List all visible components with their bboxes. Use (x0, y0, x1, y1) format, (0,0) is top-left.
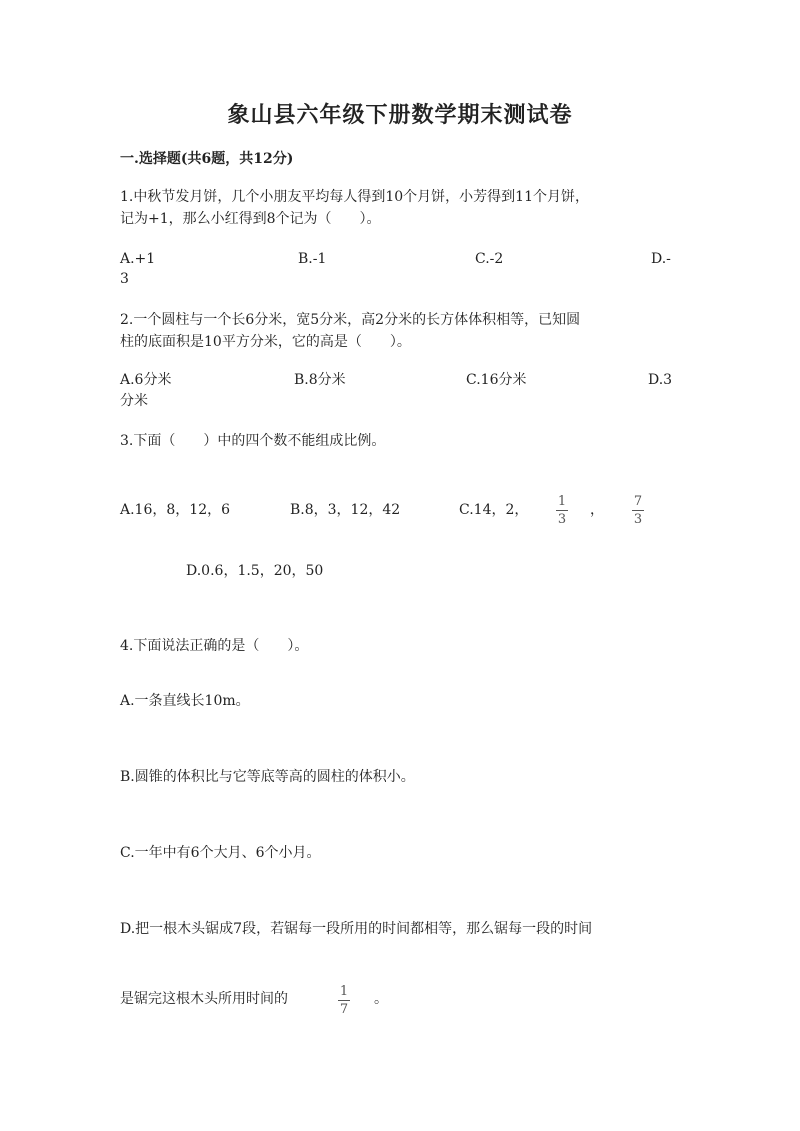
question-4-line-1: 4.下面说法正确的是（ ）。 (120, 638, 309, 654)
question-4-option-a: A.一条直线长10m。 (120, 693, 250, 709)
question-2-option-b: B.8分米 (294, 372, 346, 388)
question-3-line-1: 3.下面（ ）中的四个数不能组成比例。 (120, 433, 386, 449)
question-1-line-2: 记为+1，那么小红得到8个记为（ ）。 (120, 211, 381, 227)
fraction-bar (338, 1000, 350, 1001)
fraction-separator: ， (590, 502, 604, 518)
fraction-denominator: 7 (339, 1002, 349, 1017)
question-4-option-d-line-2: 是锯完这根木头所用时间的 (120, 991, 288, 1007)
question-1-option-c: C.-2 (475, 251, 504, 267)
question-1-option-a: A.+1 (120, 251, 156, 267)
question-3-option-b: B.8，3，12，42 (290, 502, 401, 518)
question-1-option-b: B.-1 (298, 251, 327, 267)
question-1-line-1: 1.中秋节发月饼，几个小朋友平均每人得到10个月饼，小芳得到11个月饼， (120, 189, 589, 205)
question-2-option-a: A.6分米 (120, 372, 172, 388)
fraction-numerator: 7 (633, 494, 643, 509)
fraction-seven-thirds (632, 494, 644, 527)
question-3-option-c: C.14，2， (459, 502, 529, 518)
section-heading: 一.选择题(共6题，共12分) (120, 151, 294, 167)
question-1-option-d-wrap: 3 (120, 271, 129, 287)
question-2-line-2: 柱的底面积是10平方分米，它的高是（ ）。 (120, 334, 411, 350)
fraction-one-third (556, 494, 568, 527)
question-2-option-c: C.16分米 (466, 372, 527, 388)
page-title: 象山县六年级下册数学期末测试卷 (227, 102, 573, 128)
question-4-option-b: B.圆锥的体积比与它等底等高的圆柱的体积小。 (120, 769, 415, 785)
question-3-option-a: A.16，8，12，6 (120, 502, 231, 518)
question-4-option-d: D.把一根木头锯成7段，若锯每一段所用的时间都相等，那么锯每一段的时间 (120, 921, 593, 937)
question-2-line-1: 2.一个圆柱与一个长6分米，宽5分米，高2分米的长方体体积相等，已知圆 (120, 312, 581, 328)
question-4-option-d-end: 。 (374, 991, 388, 1007)
fraction-denominator: 3 (557, 512, 567, 527)
fraction-one-seventh (338, 984, 350, 1017)
question-1-option-d: D.- (651, 251, 671, 267)
fraction-numerator: 1 (339, 984, 349, 999)
question-4-option-c: C.一年中有6个大月、6个小月。 (120, 845, 321, 861)
fraction-bar (556, 510, 568, 511)
question-2-option-d-wrap: 分米 (120, 393, 148, 409)
question-3-option-d: D.0.6，1.5，20，50 (186, 563, 324, 579)
fraction-numerator: 1 (557, 494, 567, 509)
fraction-denominator: 3 (633, 512, 643, 527)
question-2-option-d: D.3 (648, 372, 673, 388)
fraction-bar (632, 510, 644, 511)
